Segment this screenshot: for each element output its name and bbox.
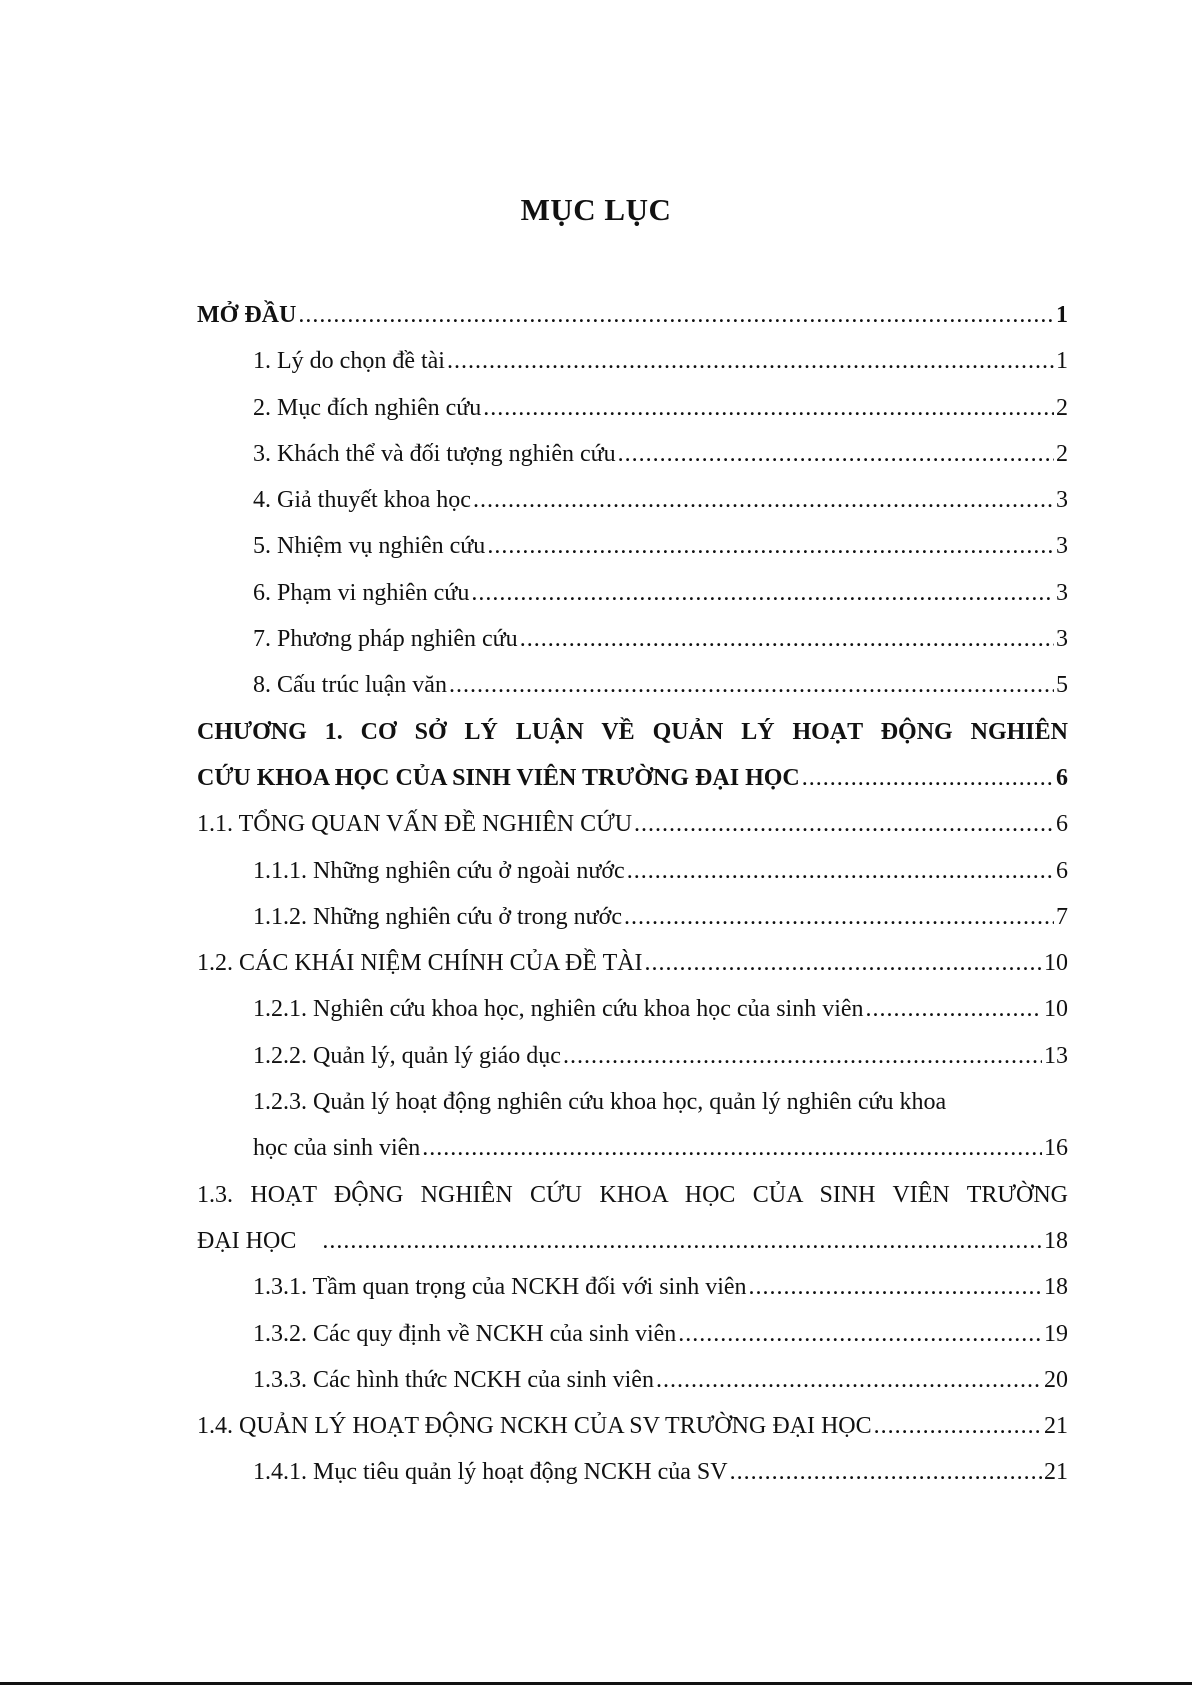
dot-leader (298, 292, 1054, 338)
toc-entry-label: 3. Khách thể và đối tượng nghiên cứu (253, 440, 616, 467)
toc-entry[interactable] (197, 292, 1068, 338)
dot-leader (322, 1218, 1042, 1264)
toc-page-number: 6 (1056, 811, 1068, 838)
toc-entry-label: 1.1.1. Những nghiên cứu ở ngoài nước (253, 857, 625, 884)
toc-entry[interactable] (197, 1218, 1068, 1264)
dot-leader (563, 1033, 1042, 1079)
toc-page-number: 3 (1056, 533, 1068, 560)
toc-entry-label: 2. Mục đích nghiên cứu (253, 394, 482, 421)
toc-page-number: 2 (1056, 394, 1068, 421)
toc-entry[interactable] (197, 1357, 1068, 1403)
dot-leader (645, 940, 1042, 986)
toc-page-number: 3 (1056, 487, 1068, 514)
toc-page-number: 3 (1056, 579, 1068, 606)
toc-page-number: 19 (1044, 1320, 1068, 1347)
toc-entry-label: 1.1. TỔNG QUAN VẤN ĐỀ NGHIÊN CỨU (197, 811, 633, 838)
dot-leader (874, 1403, 1042, 1449)
dot-leader (618, 431, 1054, 477)
toc-entry[interactable] (197, 570, 1068, 616)
toc-entry-label: 1.2.1. Nghiên cứu khoa học, nghiên cứu khoa học của sinh viên (253, 996, 864, 1023)
toc-page-number: 10 (1044, 996, 1068, 1023)
toc-entry-label: 1.4.1. Mục tiêu quản lý hoạt động NCKH của SV (253, 1459, 728, 1486)
toc-page-number: 2 (1056, 440, 1068, 467)
toc-page-number: 3 (1056, 626, 1068, 653)
toc-entry-label: ĐẠI HỌC (197, 1227, 297, 1254)
toc-entry[interactable] (197, 1125, 1068, 1171)
dot-leader (866, 986, 1042, 1032)
toc-entry[interactable] (197, 1033, 1068, 1079)
toc-entry-label: 1.2.3. Quản lý hoạt động nghiên cứu khoa học, quản lý nghiên cứu khoa (253, 1089, 947, 1116)
dot-leader (802, 755, 1054, 801)
toc-entry-label: 1.1.2. Những nghiên cứu ở trong nước (253, 903, 623, 930)
toc-entry-label: 7. Phương pháp nghiên cứu (253, 626, 518, 653)
toc-entry-label: 6. Phạm vi nghiên cứu (253, 579, 470, 606)
toc-entry[interactable] (197, 755, 1068, 801)
toc-entry[interactable] (197, 431, 1068, 477)
dot-leader (656, 1357, 1042, 1403)
dot-leader (627, 848, 1054, 894)
toc-page-number: 18 (1044, 1274, 1068, 1301)
toc-entry[interactable] (197, 477, 1068, 523)
toc-entry-label: CHƯƠNG 1. CƠ SỞ LÝ LUẬN VỀ QUẢN LÝ HOẠT ĐỘNG NGHIÊN (197, 718, 1068, 745)
toc-entry-label: 1.4. QUẢN LÝ HOẠT ĐỘNG NCKH CỦA SV TRƯỜNG ĐẠI HỌC (197, 1413, 872, 1440)
toc-entry-label: CỨU KHOA HỌC CỦA SINH VIÊN TRƯỜNG ĐẠI HỌC (197, 764, 800, 791)
dot-leader (749, 1264, 1042, 1310)
toc-entry-label: 1.3.3. Các hình thức NCKH của sinh viên (253, 1366, 654, 1393)
toc-entry[interactable] (197, 1311, 1068, 1357)
toc-entry-line[interactable] (197, 1079, 1068, 1125)
toc-entry[interactable] (197, 1403, 1068, 1449)
toc-entry-label: 8. Cấu trúc luận văn (253, 672, 447, 699)
toc-entry-label: 5. Nhiệm vụ nghiên cứu (253, 533, 486, 560)
toc-entry[interactable] (197, 801, 1068, 847)
dot-leader (473, 477, 1054, 523)
toc-entry-label: 1.2.2. Quản lý, quản lý giáo dục (253, 1042, 561, 1069)
toc-entry-line[interactable] (197, 709, 1068, 755)
table-of-contents (197, 292, 1068, 1496)
toc-entry-label: 1.3. HOẠT ĐỘNG NGHIÊN CỨU KHOA HỌC CỦA SINH VIÊN TRƯỜNG (197, 1181, 1068, 1208)
page-title: MỤC LỤC (520, 192, 672, 227)
toc-entry[interactable] (197, 1449, 1068, 1495)
toc-page-number: 13 (1044, 1042, 1068, 1069)
toc-page-number: 6 (1056, 764, 1068, 791)
toc-page-number: 16 (1044, 1135, 1068, 1162)
toc-page-number: 18 (1044, 1227, 1068, 1254)
toc-page-number: 1 (1056, 348, 1068, 375)
toc-page-number: 21 (1044, 1459, 1068, 1486)
toc-entry-line[interactable] (197, 1172, 1068, 1218)
dot-leader (422, 1125, 1042, 1171)
toc-entry[interactable] (197, 1264, 1068, 1310)
toc-entry[interactable] (197, 894, 1068, 940)
dot-leader (449, 662, 1054, 708)
toc-entry[interactable] (197, 986, 1068, 1032)
dot-leader (634, 801, 1054, 847)
toc-page-number: 1 (1056, 302, 1068, 328)
toc-entry-label: học của sinh viên (253, 1135, 421, 1162)
toc-entry-label: 1. Lý do chọn đề tài (253, 348, 445, 375)
toc-page-number: 7 (1056, 903, 1068, 930)
toc-entry[interactable] (197, 523, 1068, 569)
toc-entry[interactable] (197, 662, 1068, 708)
dot-leader (447, 338, 1054, 384)
toc-entry-label: MỞ ĐẦU (197, 302, 297, 328)
toc-entry[interactable] (197, 385, 1068, 431)
toc-entry[interactable] (197, 616, 1068, 662)
toc-entry[interactable] (197, 338, 1068, 384)
toc-entry-label: 1.2. CÁC KHÁI NIỆM CHÍNH CỦA ĐỀ TÀI (197, 950, 643, 977)
toc-entry-label: 1.3.2. Các quy định về NCKH của sinh viên (253, 1320, 677, 1347)
toc-page-number: 6 (1056, 857, 1068, 884)
dot-leader (471, 570, 1054, 616)
toc-entry-label: 4. Giả thuyết khoa học (253, 487, 471, 514)
dot-leader (678, 1311, 1042, 1357)
toc-entry[interactable] (197, 848, 1068, 894)
dot-leader (624, 894, 1054, 940)
toc-page-number: 10 (1044, 950, 1068, 977)
toc-page-number: 5 (1056, 672, 1068, 699)
toc-entry[interactable] (197, 940, 1068, 986)
dot-leader (520, 616, 1054, 662)
dot-leader (487, 523, 1054, 569)
dot-leader (730, 1449, 1042, 1495)
toc-page-number: 20 (1044, 1366, 1068, 1393)
dot-leader (483, 385, 1054, 431)
toc-entry-label: 1.3.1. Tầm quan trọng của NCKH đối với sinh viên (253, 1274, 747, 1301)
toc-page-number: 21 (1044, 1413, 1068, 1440)
